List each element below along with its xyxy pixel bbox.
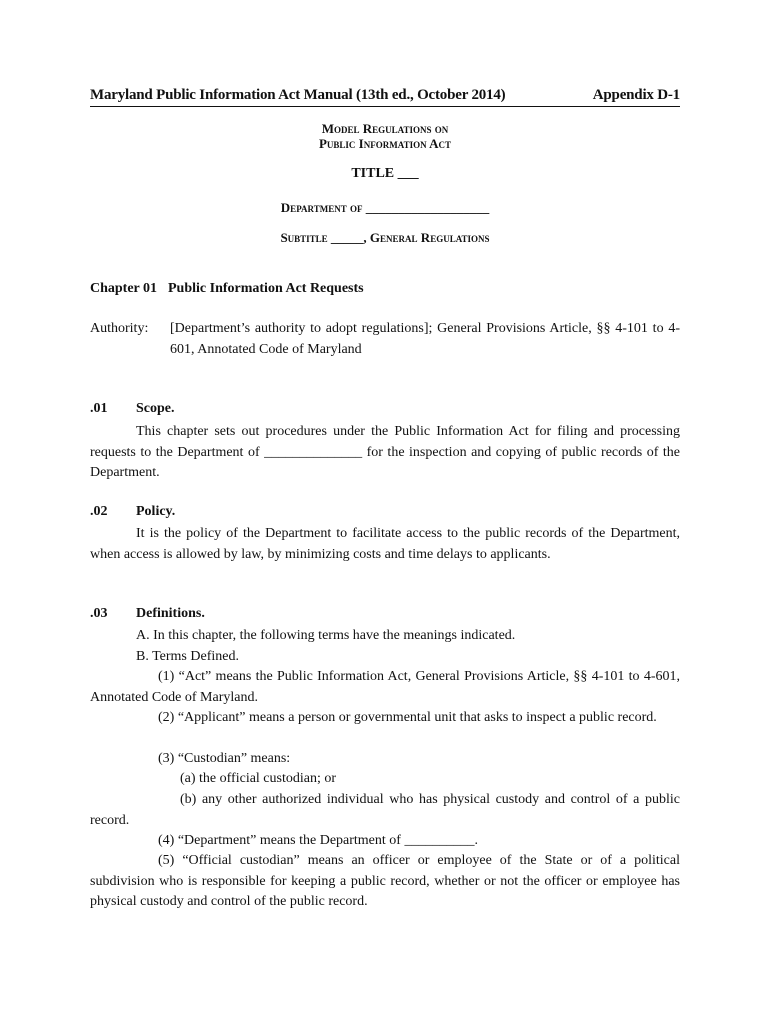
- definition-department: (4) “Department” means the Department of __________.: [158, 833, 478, 848]
- title-line-1: Model Regulations on: [321, 121, 449, 136]
- section-number: .02: [90, 504, 108, 519]
- manual-title: Maryland Public Information Act Manual (13th ed., October 2014): [90, 87, 506, 103]
- section-02-text: It is the policy of the Department to facilitate access to the public records of the Department, when access is allowed by law, by minimizing costs and time delays to applicants.: [90, 526, 680, 562]
- chapter-heading: [90, 279, 680, 300]
- running-header: [90, 84, 680, 107]
- appendix-label: Appendix D-1: [592, 87, 680, 103]
- authority-text: [Department’s authority to adopt regulations]; General Provisions Article, §§ 4-101 to 4-601, Annotated Code of Maryland: [170, 321, 680, 357]
- section-title: Policy.: [136, 504, 176, 519]
- department-line: Department of ___________________: [280, 200, 490, 215]
- chapter-name: Public Information Act Requests: [168, 281, 364, 296]
- section-01-heading: [90, 401, 175, 417]
- section-number: .03: [90, 606, 108, 621]
- definition-act: (1) “Act” means the Public Information Act, General Provisions Article, §§ 4-101 to 4-601, Annotated Code of Maryland.: [90, 669, 680, 705]
- definition-applicant: (2) “Applicant” means a person or governmental unit that asks to inspect a public record.: [158, 710, 657, 725]
- subtitle-line: Subtitle _____, General Regulations: [280, 230, 490, 245]
- section-title: Definitions.: [136, 606, 205, 621]
- definition-custodian-b: (b) any other authorized individual who has physical custody and control of a public record.: [90, 792, 680, 828]
- authority-label: Authority:: [90, 321, 149, 336]
- section-title: Scope.: [136, 401, 175, 416]
- section-01-text: This chapter sets out procedures under the Public Information Act for filing and processing requests to the Department of ______________ for the inspection and copying of public records of the Department.: [90, 424, 680, 480]
- definition-official-custodian: (5) “Official custodian” means an officer or employee of the State or of a political subdivision who is responsible for keeping a public record, whether or not the officer or employee has physical custody and control of the public record.: [90, 853, 680, 909]
- chapter-number: Chapter 01: [90, 281, 158, 296]
- definitions-a: A. In this chapter, the following terms have the meanings indicated.: [136, 628, 516, 643]
- definitions-b: B. Terms Defined.: [136, 649, 239, 664]
- authority-block: [90, 319, 680, 360]
- title-line-2: Public Information Act: [318, 136, 451, 151]
- definition-custodian-a: (a) the official custodian; or: [180, 771, 337, 786]
- definition-custodian: (3) “Custodian” means:: [158, 751, 291, 766]
- section-03-heading: [90, 606, 205, 622]
- model-regulations-title: [0, 121, 770, 151]
- section-number: .01: [90, 401, 108, 416]
- section-02-heading: [90, 504, 175, 520]
- title-number: TITLE ___: [351, 166, 419, 181]
